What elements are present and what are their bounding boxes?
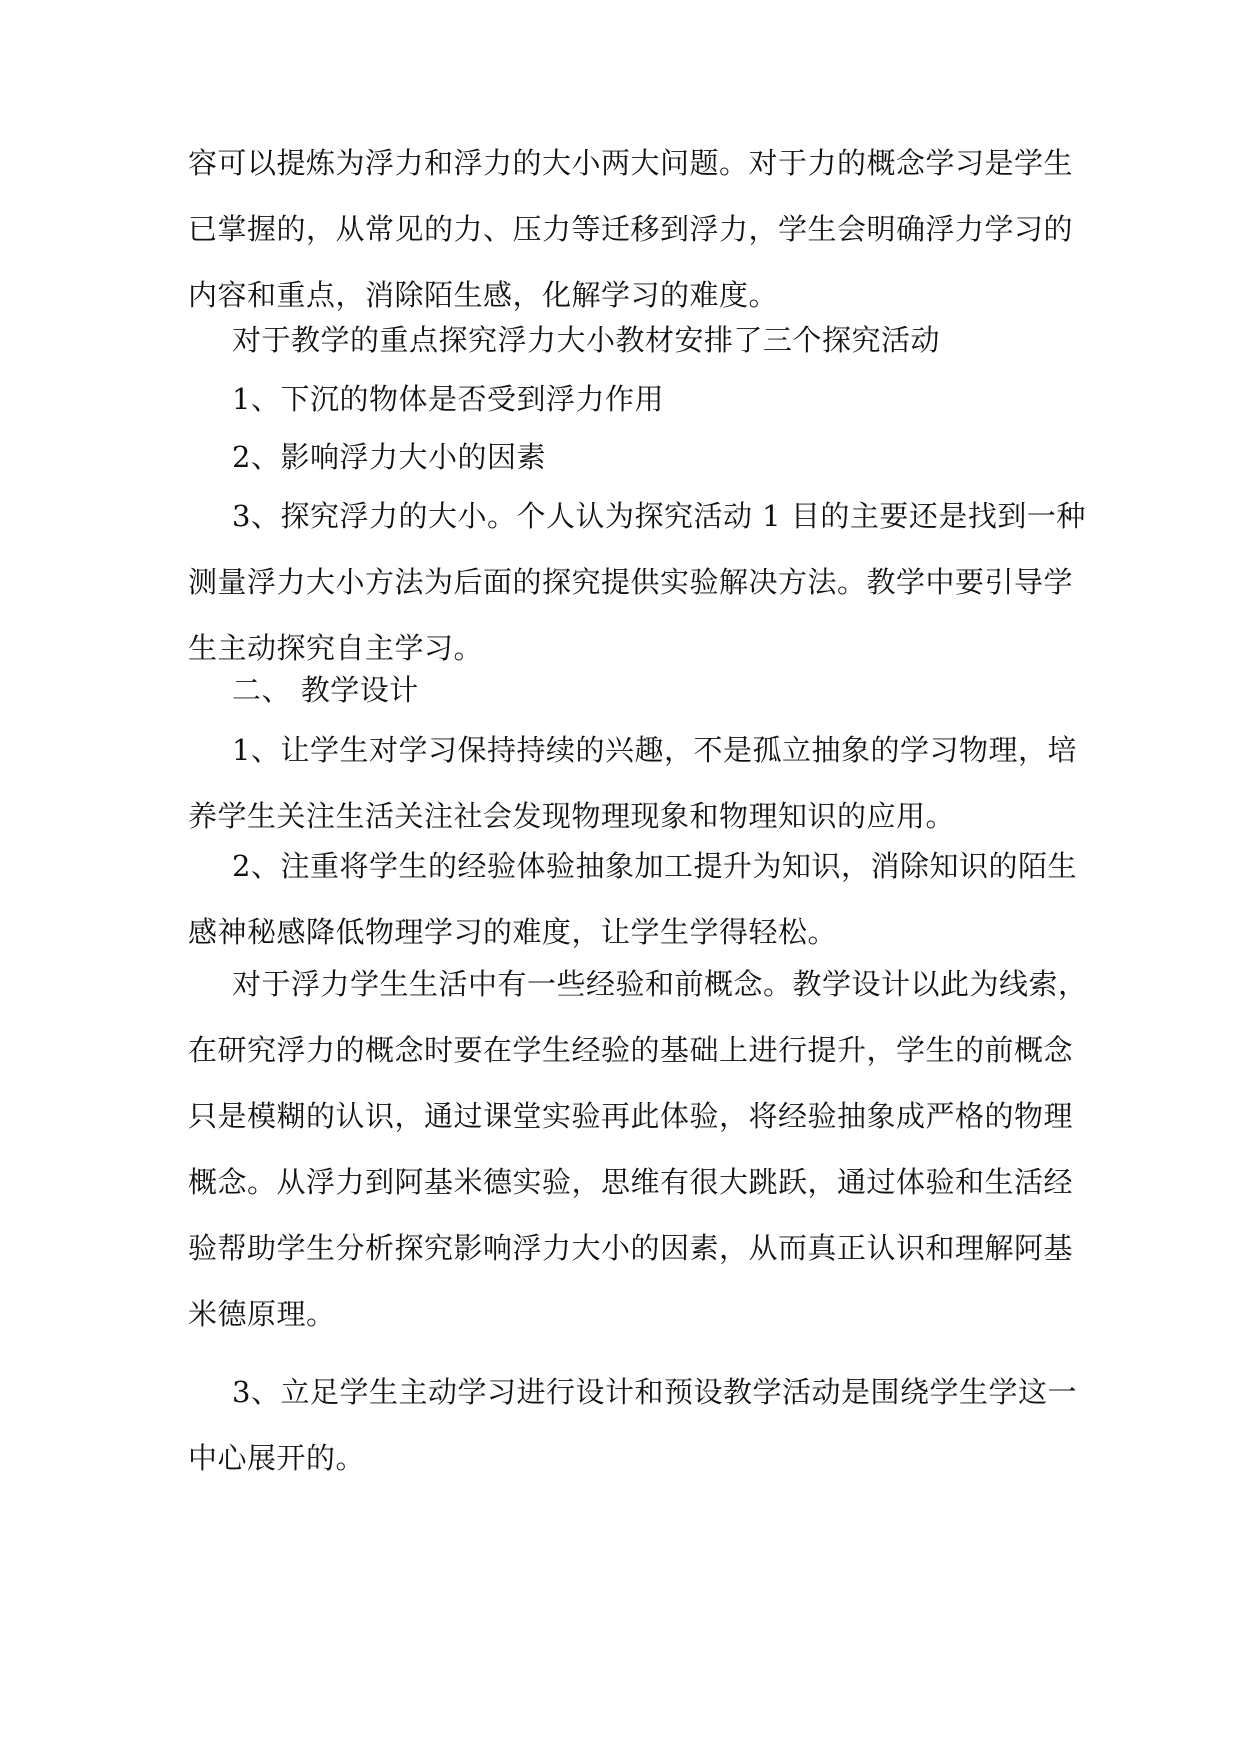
text-line: 测量浮力大小方法为后面的探究提供实验解决方法。教学中要引导学 (188, 565, 1074, 599)
text-line: 已掌握的，从常见的力、压力等迁移到浮力，学生会明确浮力学习的 (188, 212, 1074, 246)
text-line: 3、探究浮力的大小。个人认为探究活动 1 目的主要还是找到一种 (232, 499, 1086, 533)
paragraph-intro-continuation (188, 130, 1074, 328)
text-line: 3、立足学生主动学习进行设计和预设教学活动是围绕学生学这一 (232, 1375, 1077, 1409)
text-line: 养学生关注生活关注社会发现物理现象和物理知识的应用。 (188, 799, 956, 833)
text-line: 生主动探究自主学习。 (188, 631, 484, 665)
text-line: 二、 教学设计 (232, 673, 419, 707)
text-line: 容可以提炼为浮力和浮力的大小两大问题。对于力的概念学习是学生 (188, 146, 1074, 180)
text-line: 米德原理。 (188, 1297, 336, 1331)
text-line: 2、影响浮力大小的因素 (232, 440, 546, 474)
text-line: 验帮助学生分析探究影响浮力大小的因素，从而真正认识和理解阿基 (188, 1231, 1074, 1265)
text-line: 1、下沉的物体是否受到浮力作用 (232, 382, 664, 416)
section-heading-teaching-design (188, 657, 1068, 723)
text-line: 内容和重点，消除陌生感，化解学习的难度。 (188, 278, 779, 312)
paragraph-buoyancy-experience (188, 951, 1088, 1347)
paragraph-inquiry-activities (188, 307, 1068, 373)
design-point-2 (188, 833, 1077, 965)
text-line: 感神秘感降低物理学习的难度，让学生学得轻松。 (188, 915, 838, 949)
text-line: 对于教学的重点探究浮力大小教材安排了三个探究活动 (232, 323, 941, 357)
text-line: 1、让学生对学习保持持续的兴趣，不是孤立抽象的学习物理，培 (232, 733, 1077, 767)
text-line: 在研究浮力的概念时要在学生经验的基础上进行提升，学生的前概念 (188, 1033, 1074, 1067)
list-item-1 (188, 366, 1068, 432)
text-line: 2、注重将学生的经验体验抽象加工提升为知识，消除知识的陌生 (232, 849, 1077, 883)
text-line: 对于浮力学生生活中有一些经验和前概念。教学设计以此为线索， (232, 967, 1088, 1001)
design-point-3 (188, 1359, 1077, 1491)
text-line: 只是模糊的认识，通过课堂实验再此体验，将经验抽象成严格的物理 (188, 1099, 1074, 1133)
text-line: 概念。从浮力到阿基米德实验，思维有很大跳跃，通过体验和生活经 (188, 1165, 1074, 1199)
design-point-1 (188, 717, 1077, 849)
text-line: 中心展开的。 (188, 1441, 366, 1475)
list-item-3 (188, 483, 1086, 681)
list-item-2 (188, 424, 1068, 490)
